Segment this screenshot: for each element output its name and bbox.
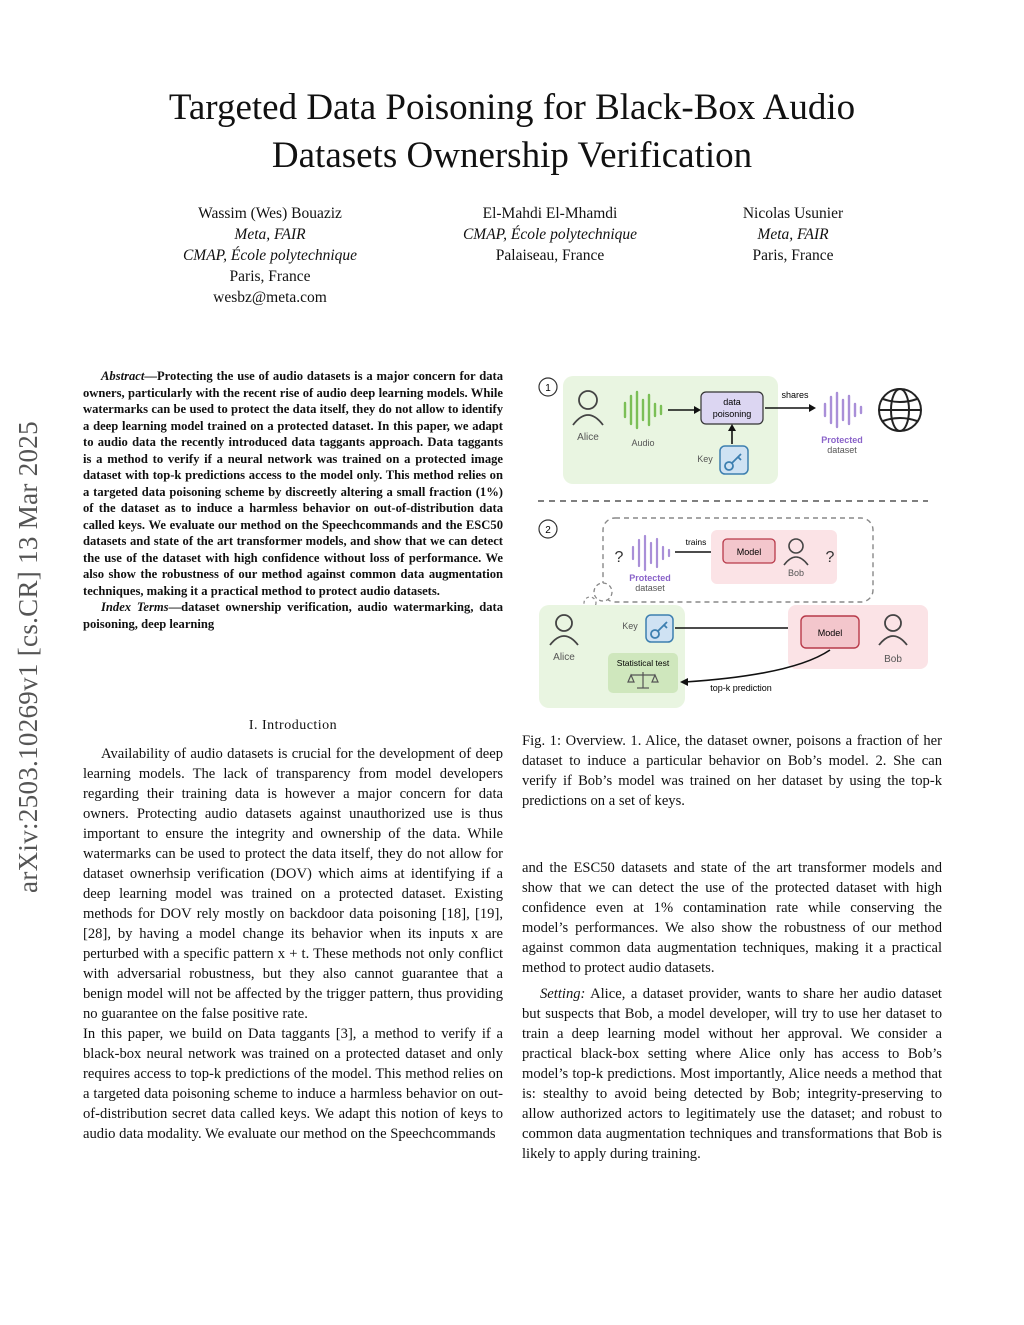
model-label: Model [817,628,843,638]
author-location: Paris, France [752,247,834,264]
index-terms: —dataset ownership verification, audio watermarking, data poisoning, deep learning [83,600,503,631]
abstract-label: Abstract [101,369,145,383]
paragraph: In this paper, we build on Data taggants [3], a method to verify if a black-box neural network was trained on a protected dataset and only requires access to top-k predictions of the model. This method relies on a targeted data poisoning scheme to induce a harmless behavior on out-of-distribution secret data called keys. We adapt this notion of keys to audio data modality. We evaluate our method on the Speechcommands [83,1026,503,1142]
overview-diagram [533,370,938,710]
question-mark-right: ? [825,549,835,566]
data-poisoning-label-1: data [723,397,741,407]
bob-label-2: Bob [884,654,902,665]
setting-paragraph [522,984,942,1164]
author-affiliation: Meta, FAIR [757,226,829,243]
statistical-test-label: Statistical test [616,658,670,668]
protected-waveform-icon [825,393,861,427]
author-1 [150,203,390,308]
paper-title [0,84,1024,180]
question-mark-left: ? [614,549,624,566]
author-2 [430,203,670,266]
alice-label-1: Alice [577,432,599,443]
paragraph: Availability of audio datasets is crucial for the development of deep learning models. The lack of transparency from model developers regarding their training data is however a major concern for data owners. Protecting audio datasets against unauthorized use is thus important to ensure the integrity and ownership of the data. While watermarks can be used to protect the data itself, they do not allow for dataset ownerhsip verification (DOV) which aims at identifying if a deep learning model was trained on a protected dataset. Existing methods for DOV rely mostly on backdoor data poisoning [18], [19], [28], by having a model change its behavior when its inputs x are perturbed with a specific pattern x + t. These methods not only conflict with adversarial robustness, but they also cannot guarantee that a benign model will not be affected by the trigger pattern, thus providing no guarantee on the false positive rate. [83,746,503,1022]
title-line-1: Targeted Data Poisoning for Black-Box Audio [168,87,856,128]
data-poisoning-label-2: poisoning [712,409,752,419]
figure-caption: Fig. 1: Overview. 1. Alice, the dataset owner, poisons a fraction of her dataset to induce a particular behavior on Bob’s model. 2. She can verify if Bob’s model was trained on her dataset by using the top-k predictions on a set of keys. [522,733,942,809]
intro-right-column [522,858,942,1164]
protected-label-1: Protected [821,435,863,445]
audio-label: Audio [631,438,655,448]
globe-icon [879,389,921,431]
author-name: Wassim (Wes) Bouaziz [198,205,342,222]
figure-1 [533,370,938,710]
model-label-thought: Model [736,547,762,557]
index-terms-label: Index Terms [101,600,169,614]
arxiv-identifier: arXiv:2503.10269v1 [cs.CR] 13 Mar 2025 [13,421,43,893]
trains-label: trains [685,537,707,547]
bob-label-thought: Bob [787,568,805,578]
paragraph: and the ESC50 datasets and state of the art transformer models and show that we can detect the use of the protected dataset with high confidence even at 1% contamination rate while conserving the model’s performances. We also show the robustness of our method against common data augmentation techniques, making it a practical method to protect audio datasets. [522,860,942,976]
thought-dot [594,583,612,601]
author-location: Paris, France [229,268,311,285]
key-label-2: Key [622,621,638,631]
author-affiliation: CMAP, École polytechnique [462,226,638,243]
topk-label: top-k prediction [710,683,772,693]
protected-label-2: Protected [629,573,671,583]
author-name: Nicolas Usunier [742,205,844,222]
key-label-1: Key [697,454,713,464]
author-affiliation: CMAP, École polytechnique [182,247,358,264]
author-affiliation: Meta, FAIR [234,226,306,243]
dataset-label-1: dataset [827,445,857,455]
author-email: wesbz@meta.com [213,289,327,306]
author-name: El-Mahdi El-Mhamdi [482,205,618,222]
section-heading: I. Introduction [248,718,338,733]
title-line-2: Datasets Ownership Verification [271,135,753,176]
setting-text: Alice, a dataset provider, wants to share her audio dataset but suspects that Bob, a model developer, will try to use her dataset to train a deep learning model without her approval. We consider a practical black-box setting where Alice only has access to Bob’s model’s top-k predictions. Most importantly, Alice needs a method that is: stealthy to avoid being detected by Bob; integrity-preserving to allow authorized actors to legitimately use the dataset; and robust to common data augmentation techniques and transformations that Bob is likely to apply during training. [522,986,942,1162]
author-3 [693,203,893,266]
author-location: Palaiseau, France [495,247,605,264]
step-1-label: 1 [545,383,551,394]
intro-left-column [83,744,503,1144]
arrowhead [809,404,816,412]
abstract [83,368,503,632]
dataset-label-2: dataset [635,583,665,593]
abstract-text: —Protecting the use of audio datasets is a major concern for data owners, particularly with the recent rise of audio deep learning models. While watermarks can be used to protect the data itself, they do not allow to identify a deep learning model trained on a protected dataset. In this paper, we adapt to audio data the recently introduced data taggants approach. Data taggants is a method to verify if a neural network was trained on a protected image dataset with top-k predictions access to the model only. This method relies on a targeted data poisoning scheme by discreetly altering a small fraction (1%) of the dataset as to induce a harmless behavior on out-of-distribution data called keys. We evaluate our method on the Speechcommands and the ESC50 datasets and state of the art transformer models, and show that we can detect the use of the dataset with high confidence without loss of performance. We also show the robustness of our method against common data augmentation techniques, making it a practical method to protect audio datasets. [83,369,503,598]
alice-label-2: Alice [553,652,575,663]
setting-label: Setting: [540,986,586,1002]
step-2-label: 2 [545,525,551,536]
shares-label: shares [781,390,809,400]
